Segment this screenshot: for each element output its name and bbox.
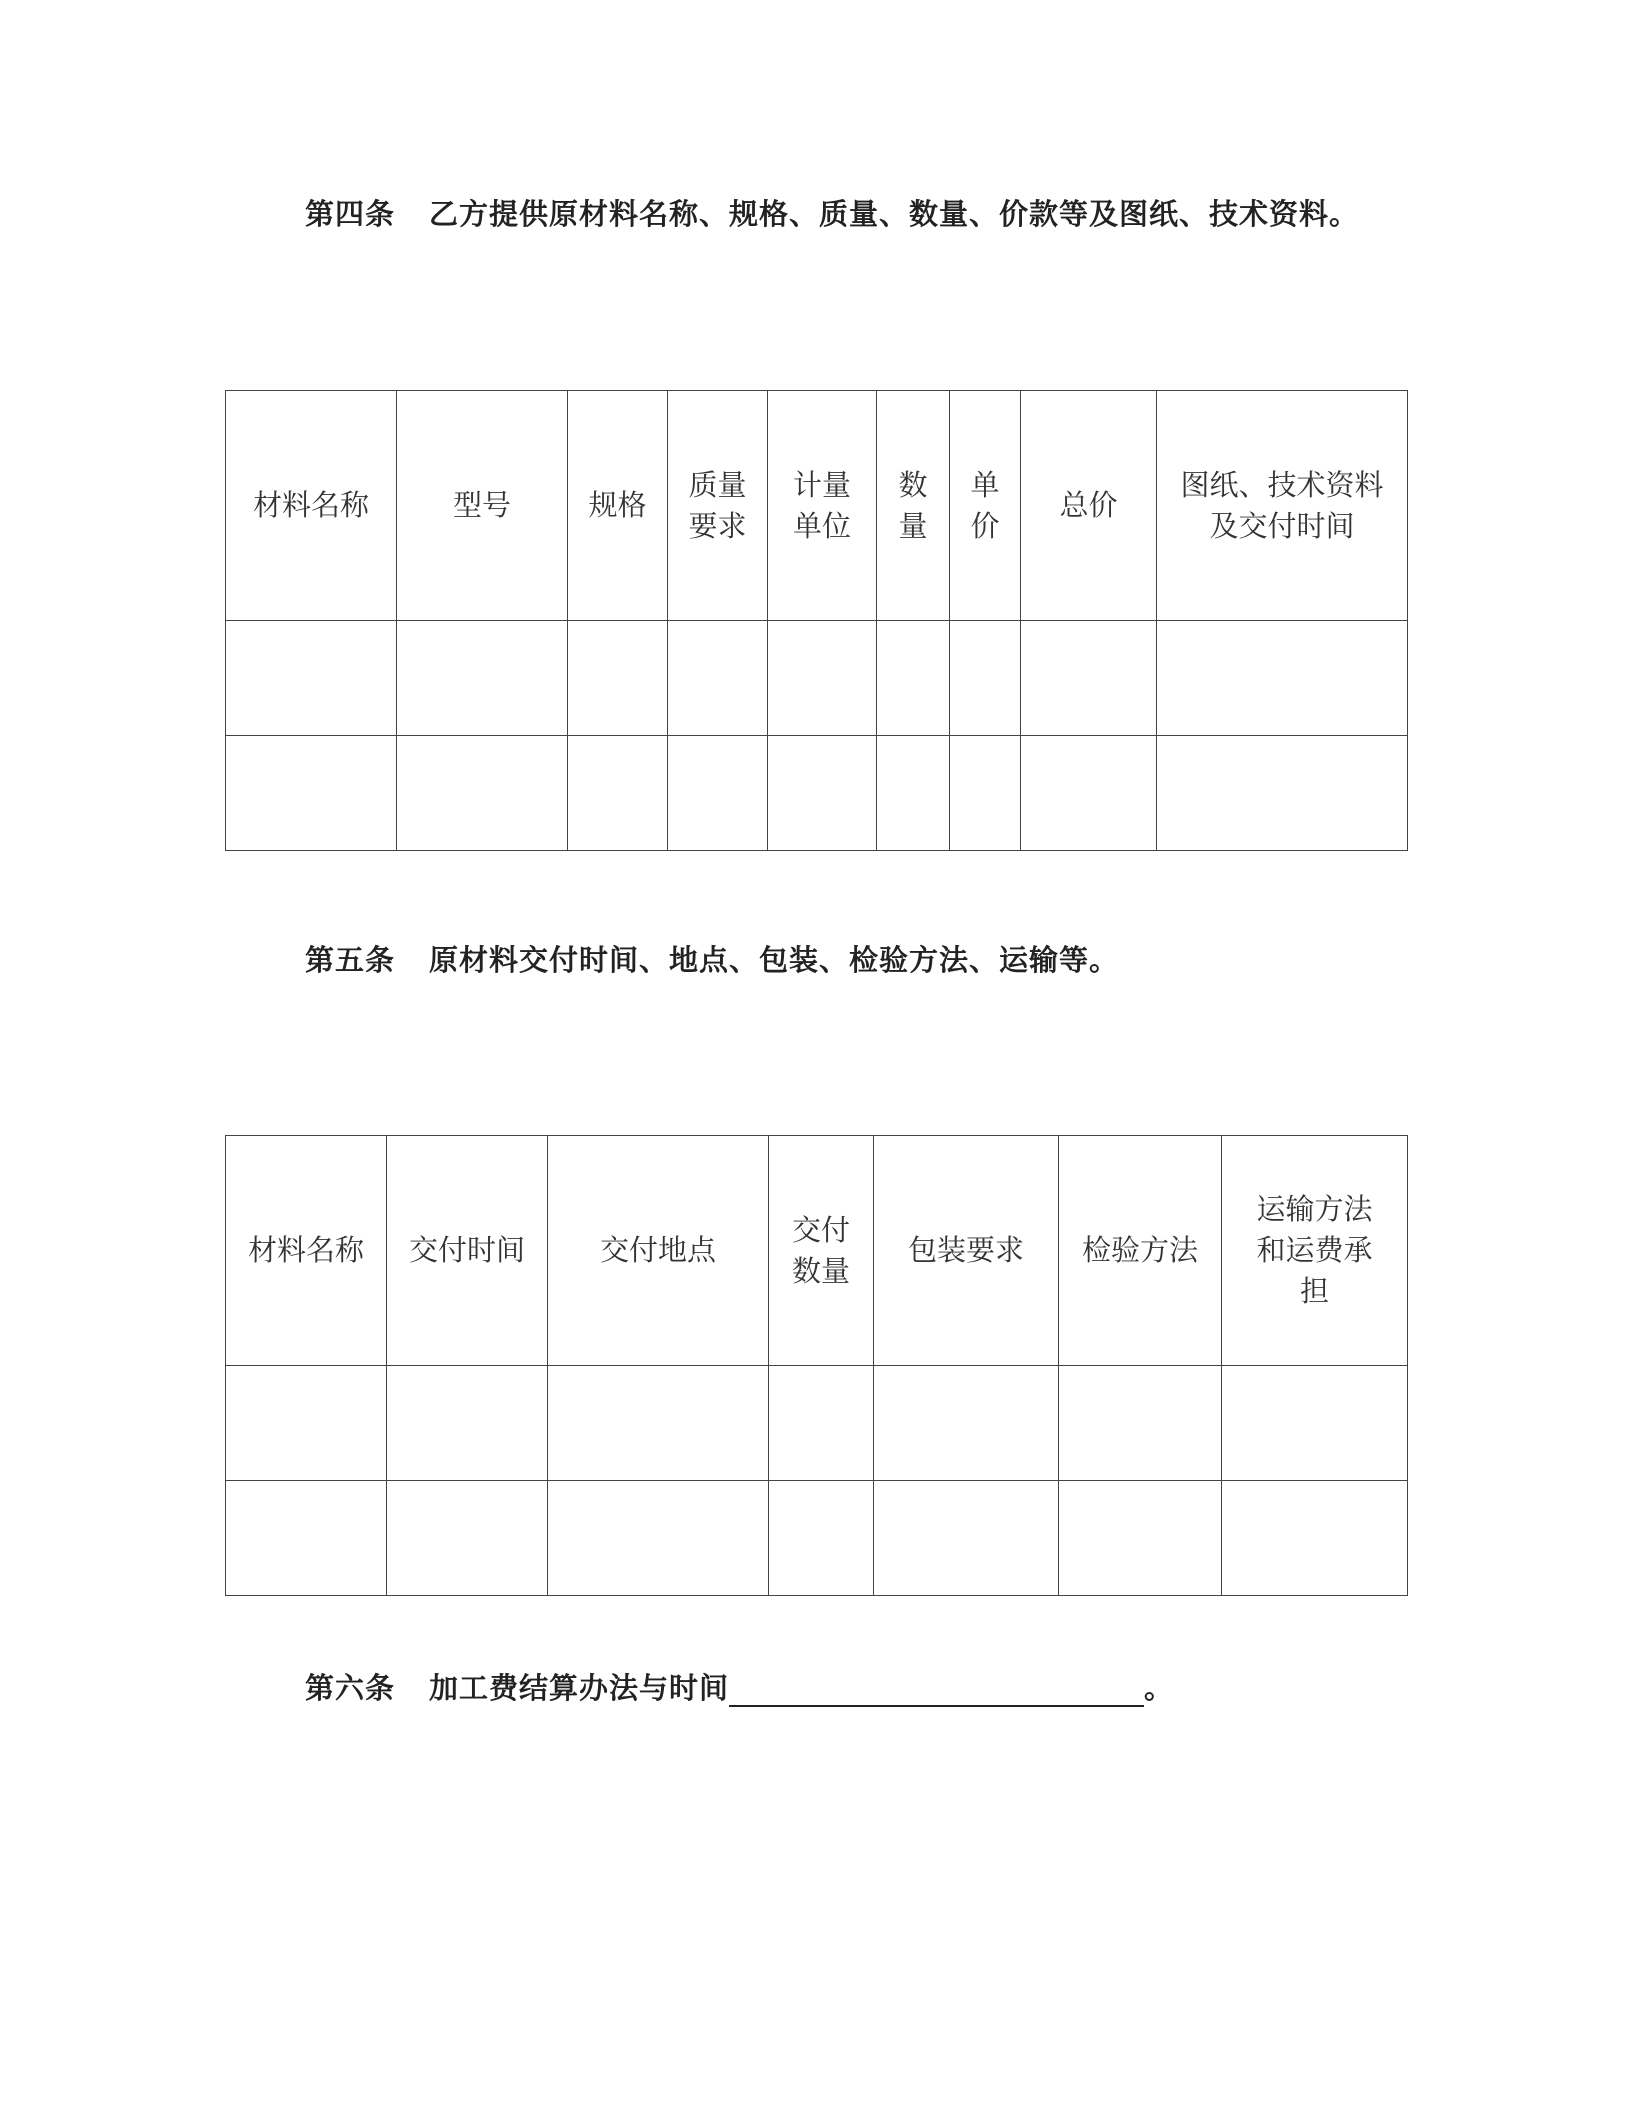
table-cell[interactable] [950, 736, 1021, 851]
clause-5 [305, 938, 1119, 979]
header-text: 图纸、技术资料 [1180, 467, 1384, 502]
header-cell [387, 1136, 548, 1366]
header-text: 数量 [791, 1253, 850, 1288]
table-cell[interactable] [1222, 1366, 1408, 1481]
table-cell[interactable] [877, 736, 950, 851]
clause-4-text: 乙方提供原材料名称、规格、质量、数量、价款等及图纸、技术资料。 [429, 197, 1360, 231]
header-text: 材料名称 [252, 488, 369, 522]
table-cell[interactable] [548, 1366, 769, 1481]
header-text: 及交付时间 [1209, 508, 1355, 543]
header-text: 要求 [688, 508, 747, 543]
clause-4 [305, 192, 1359, 233]
table-cell[interactable] [874, 1366, 1059, 1481]
clause-6 [305, 1666, 1174, 1707]
table-cell[interactable] [226, 1481, 387, 1596]
clause-5-number: 第五条 [305, 943, 396, 977]
table-cell[interactable] [226, 621, 397, 736]
table-cell[interactable] [769, 1481, 874, 1596]
clause-6-number: 第六条 [305, 1671, 396, 1705]
header-text: 数 [898, 467, 928, 502]
header-text: 单 [970, 467, 1000, 502]
table-cell[interactable] [397, 621, 568, 736]
table-cell[interactable] [877, 621, 950, 736]
header-cell [877, 391, 950, 621]
header-cell [568, 391, 668, 621]
table-row [226, 736, 1408, 851]
header-text: 型号 [452, 488, 511, 522]
header-cell [1021, 391, 1157, 621]
header-text: 交付时间 [408, 1233, 525, 1267]
table-row [226, 621, 1408, 736]
header-text: 规格 [588, 488, 647, 522]
table-header-row [226, 1136, 1408, 1366]
table-cell[interactable] [226, 736, 397, 851]
header-cell [1157, 391, 1408, 621]
table-cell[interactable] [1059, 1366, 1222, 1481]
table-cell[interactable] [568, 621, 668, 736]
header-cell [397, 391, 568, 621]
header-cell [769, 1136, 874, 1366]
table-cell[interactable] [668, 621, 768, 736]
table-cell[interactable] [1021, 736, 1157, 851]
header-text: 交付地点 [599, 1233, 716, 1267]
table-cell[interactable] [950, 621, 1021, 736]
clause-6-text: 加工费结算办法与时间 [429, 1671, 730, 1705]
table-cell[interactable] [397, 736, 568, 851]
header-text: 单位 [792, 508, 851, 543]
table-cell[interactable] [1157, 621, 1408, 736]
table-cell[interactable] [1222, 1481, 1408, 1596]
table-cell[interactable] [769, 1366, 874, 1481]
header-cell [768, 391, 877, 621]
table-cell[interactable] [1021, 621, 1157, 736]
header-text: 总价 [1059, 488, 1118, 522]
header-text: 量 [898, 508, 928, 543]
header-cell [1222, 1136, 1408, 1366]
header-cell [874, 1136, 1059, 1366]
header-text: 计量 [792, 467, 851, 502]
clause-4-number: 第四条 [305, 197, 396, 231]
table-row [226, 1481, 1408, 1596]
header-text: 检验方法 [1081, 1233, 1198, 1267]
table-cell[interactable] [668, 736, 768, 851]
header-cell [668, 391, 768, 621]
table-cell[interactable] [874, 1481, 1059, 1596]
table-cell[interactable] [1059, 1481, 1222, 1596]
table-cell[interactable] [387, 1366, 548, 1481]
clause-5-text: 原材料交付时间、地点、包装、检验方法、运输等。 [429, 943, 1120, 977]
table-cell[interactable] [387, 1481, 548, 1596]
header-text: 运输方法 [1256, 1192, 1373, 1226]
table-cell[interactable] [768, 736, 877, 851]
raw-material-spec-table [225, 390, 1408, 851]
header-text: 材料名称 [247, 1233, 364, 1267]
table-cell[interactable] [548, 1481, 769, 1596]
header-cell [226, 391, 397, 621]
header-cell [950, 391, 1021, 621]
header-cell [1059, 1136, 1222, 1366]
header-text: 和运费承 [1256, 1233, 1373, 1267]
header-text: 交付 [791, 1212, 850, 1247]
header-cell [548, 1136, 769, 1366]
delivery-terms-table [225, 1135, 1408, 1596]
table-row [226, 1366, 1408, 1481]
table-header-row [226, 391, 1408, 621]
clause-6-end: 。 [1144, 1671, 1175, 1705]
header-text: 价 [970, 508, 1000, 543]
header-text: 质量 [688, 467, 747, 502]
header-text: 担 [1299, 1274, 1329, 1308]
table-cell[interactable] [226, 1366, 387, 1481]
settlement-blank-field[interactable] [729, 1671, 1144, 1707]
header-cell [226, 1136, 387, 1366]
table-cell[interactable] [1157, 736, 1408, 851]
table-cell[interactable] [568, 736, 668, 851]
table-cell[interactable] [768, 621, 877, 736]
header-text: 包装要求 [907, 1233, 1024, 1267]
